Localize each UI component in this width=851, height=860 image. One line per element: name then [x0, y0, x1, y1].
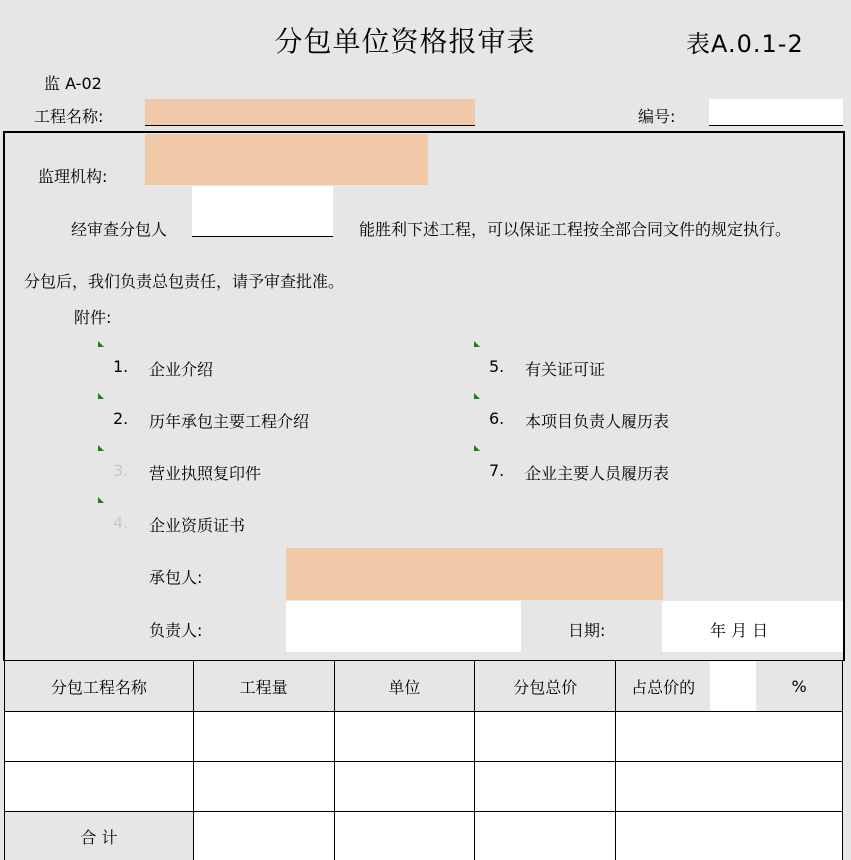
form-code: 监 A-02 — [44, 74, 102, 93]
contractor-field[interactable] — [286, 548, 663, 600]
responsible-label: 负责人: — [149, 621, 203, 640]
table-cell[interactable] — [475, 812, 616, 860]
attachment-7-num: 7. — [489, 461, 505, 480]
date-placeholder: 年 月 日 — [710, 621, 769, 640]
cell-comment-marker — [474, 341, 480, 347]
total-label: 合 计 — [5, 812, 194, 860]
attachment-2-num: 2. — [113, 409, 129, 428]
cell-comment-marker — [98, 497, 104, 503]
supervisor-label: 监理机构: — [38, 167, 108, 186]
header-percentage: 占总价的 — [631, 677, 696, 697]
table-row — [5, 712, 843, 762]
contractor-label: 承包人: — [149, 568, 203, 587]
table-cell[interactable] — [193, 762, 334, 812]
supervisor-field[interactable] — [145, 134, 428, 185]
project-name-field[interactable] — [145, 99, 475, 126]
cell-comment-marker — [98, 341, 104, 347]
table-cell[interactable] — [193, 712, 334, 762]
cell-comment-marker — [98, 393, 104, 399]
table-cell[interactable] — [475, 762, 616, 812]
attachment-4-text: 企业资质证书 — [149, 516, 246, 535]
header-quantity: 工程量 — [193, 661, 334, 712]
attachment-4-num: 4. — [113, 513, 129, 532]
table-cell[interactable] — [193, 812, 334, 860]
attachment-3-text: 营业执照复印件 — [149, 464, 262, 483]
attachment-5-num: 5. — [489, 357, 505, 376]
header-unit: 单位 — [334, 661, 475, 712]
attachment-6-text: 本项目负责人履历表 — [525, 412, 670, 431]
percentage-field[interactable] — [710, 661, 756, 711]
attachment-1-text: 企业介绍 — [149, 360, 214, 379]
table-cell[interactable] — [5, 712, 194, 762]
table-cell[interactable] — [616, 762, 843, 812]
table-cell[interactable] — [334, 762, 475, 812]
table-cell[interactable] — [5, 762, 194, 812]
review-line-2: 分包后，我们负责总包责任，请予审查批准。 — [24, 272, 345, 291]
date-label: 日期: — [568, 621, 606, 640]
attachment-3-num: 3. — [113, 461, 129, 480]
table-header-row — [5, 661, 843, 712]
attachment-7-text: 企业主要人员履历表 — [525, 464, 670, 483]
table-row — [5, 762, 843, 812]
attachment-5-text: 有关证可证 — [525, 360, 606, 379]
responsible-field[interactable] — [286, 601, 521, 652]
attachment-2-text: 历年承包主要工程介绍 — [149, 412, 310, 431]
serial-label: 编号: — [638, 107, 676, 126]
serial-field[interactable] — [709, 99, 843, 126]
table-cell[interactable] — [475, 712, 616, 762]
header-subcontract-total: 分包总价 — [475, 661, 616, 712]
review-suffix: 能胜利下述工程，可以保证工程按全部合同文件的规定执行。 — [359, 220, 792, 239]
page-title: 分包单位资格报审表 — [274, 25, 536, 58]
percent-sign: % — [791, 676, 807, 696]
table-cell[interactable] — [334, 712, 475, 762]
table-cell[interactable] — [334, 812, 475, 860]
form-number: 表A.0.1-2 — [686, 30, 804, 58]
table-cell[interactable] — [616, 812, 843, 860]
cell-comment-marker — [474, 393, 480, 399]
project-name-label: 工程名称: — [34, 107, 104, 126]
total-row — [5, 812, 843, 860]
attachment-6-num: 6. — [489, 409, 505, 428]
header-percentage-cell — [616, 661, 843, 712]
review-prefix: 经审查分包人 — [71, 220, 168, 239]
subcontractor-field[interactable] — [192, 186, 333, 237]
cell-comment-marker — [474, 445, 480, 451]
attachments-label: 附件: — [74, 308, 112, 327]
cell-comment-marker — [98, 445, 104, 451]
attachment-1-num: 1. — [113, 357, 129, 376]
subcontract-table — [4, 660, 843, 860]
header-subproject-name: 分包工程名称 — [5, 661, 194, 712]
table-cell[interactable] — [616, 712, 843, 762]
